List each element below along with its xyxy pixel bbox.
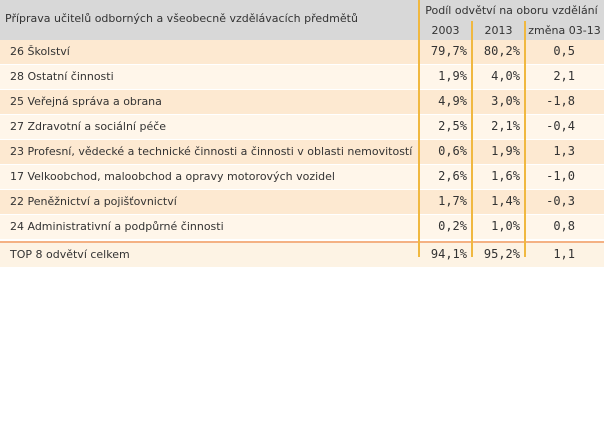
total-value-2013: 95,2% — [483, 247, 520, 261]
value-2013: 1,6% — [491, 169, 520, 183]
value-2003: 0,2% — [438, 219, 467, 233]
row-label: 28 Ostatní činnosti — [10, 70, 114, 83]
value-2013: 2,1% — [491, 119, 520, 133]
value-2003: 79,7% — [430, 44, 467, 58]
table-header — [0, 0, 604, 40]
value-change: 1,3 — [553, 144, 575, 158]
table-title: Příprava učitelů odborných a všeobecně vzdělávacích předmětů — [5, 12, 358, 25]
total-value-2003: 94,1% — [430, 247, 467, 261]
table-row — [0, 90, 604, 115]
value-2013: 1,9% — [491, 144, 520, 158]
column-divider — [471, 21, 473, 257]
row-label: 25 Veřejná správa a obrana — [10, 95, 162, 108]
group-header: Podíl odvětví na oboru vzdělání — [425, 4, 598, 17]
table-body — [0, 40, 604, 268]
value-change: -1,0 — [546, 169, 575, 183]
row-label: 27 Zdravotní a sociální péče — [10, 120, 167, 133]
value-2003: 0,6% — [438, 144, 467, 158]
value-2003: 4,9% — [438, 94, 467, 108]
value-2003: 1,9% — [438, 69, 467, 83]
value-2013: 1,0% — [491, 219, 520, 233]
total-value-change: 1,1 — [553, 247, 575, 261]
value-change: -0,4 — [546, 119, 575, 133]
row-label: 22 Peněžnictví a pojišťovnictví — [10, 195, 177, 208]
value-2013: 80,2% — [483, 44, 520, 58]
table-row — [0, 65, 604, 90]
value-2013: 1,4% — [491, 194, 520, 208]
table-row — [0, 215, 604, 240]
value-change: 2,1 — [553, 69, 575, 83]
value-2003: 1,7% — [438, 194, 467, 208]
row-label: 26 Školství — [10, 45, 70, 58]
value-change: 0,8 — [553, 219, 575, 233]
row-label: 24 Administrativní a podpůrné činnosti — [10, 220, 224, 233]
total-row — [0, 241, 604, 268]
column-divider — [418, 0, 420, 257]
column-header-2003: 2003 — [431, 24, 460, 37]
total-label: TOP 8 odvětví celkem — [10, 248, 130, 261]
value-change: -0,3 — [546, 194, 575, 208]
column-header-change: změna 03-13 — [528, 24, 601, 37]
value-2013: 4,0% — [491, 69, 520, 83]
table-row — [0, 165, 604, 190]
value-2013: 3,0% — [491, 94, 520, 108]
column-divider — [524, 21, 526, 257]
row-label: 17 Velkoobchod, maloobchod a opravy motorových vozidel — [10, 170, 335, 183]
table-row — [0, 140, 604, 165]
value-change: -1,8 — [546, 94, 575, 108]
value-2003: 2,5% — [438, 119, 467, 133]
value-2003: 2,6% — [438, 169, 467, 183]
value-change: 0,5 — [553, 44, 575, 58]
table-row — [0, 115, 604, 140]
row-label: 23 Profesní, vědecké a technické činnosti a činnosti v oblasti nemovitostí — [10, 145, 413, 158]
table-row — [0, 40, 604, 65]
table-row — [0, 190, 604, 215]
column-header-2013: 2013 — [484, 24, 513, 37]
